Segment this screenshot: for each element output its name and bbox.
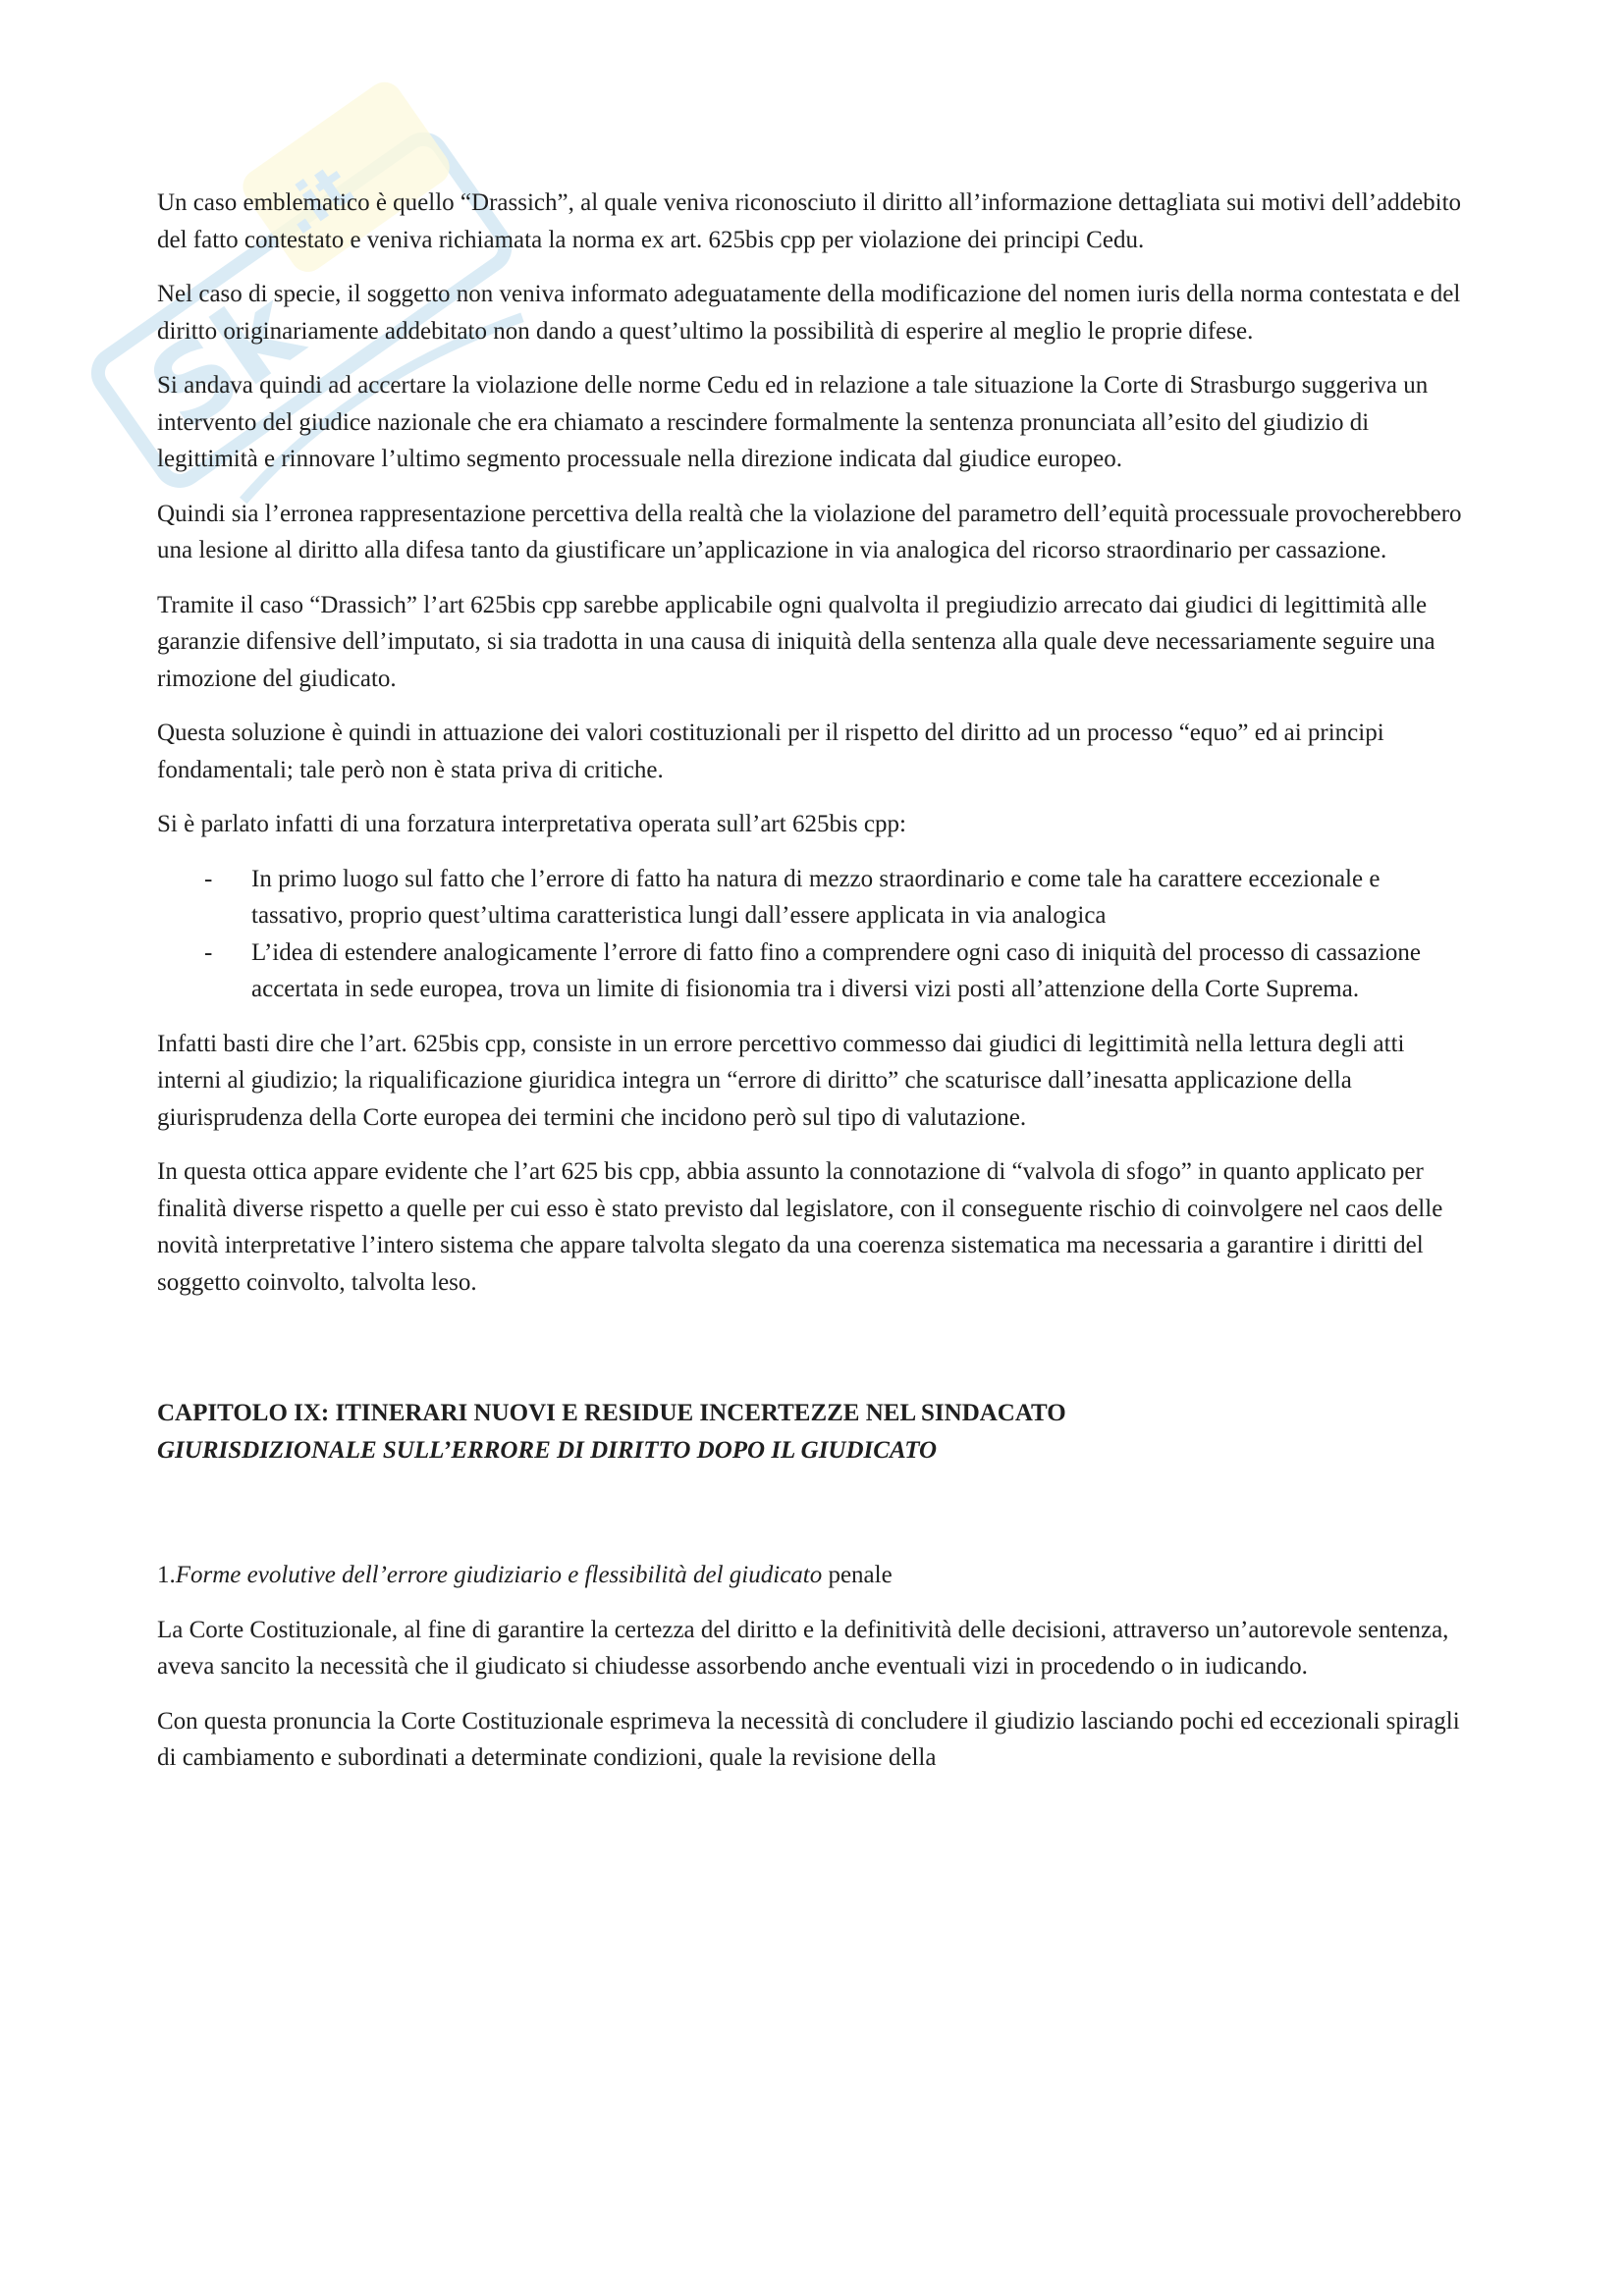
critique-list bbox=[157, 861, 1469, 1008]
paragraph: Si andava quindi ad accertare la violazione delle norme Cedu ed in relazione a tale situazione la Corte di Strasburgo suggeriva un intervento del giudice nazionale che era chiamato a rescindere formalmente la sentenza pronunciata all’esito del giudizio di legittimità e rinnovare l’ultimo segmento processuale nella direzione indicata dal giudice europeo. bbox=[157, 372, 1429, 472]
chapter-title-line1: CAPITOLO IX: ITINERARI NUOVI E RESIDUE INCERTEZZE NEL SINDACATO bbox=[157, 1400, 1066, 1426]
dash-bullet: - bbox=[204, 865, 213, 892]
dash-bullet: - bbox=[204, 938, 213, 966]
svg-text:.it: .it bbox=[267, 151, 365, 249]
paragraph: Questa soluzione è quindi in attuazione dei valori costituzionali per il rispetto del diritto ad un processo “equo” ed ai principi fondamentali; tale però non è stata priva di critiche. bbox=[157, 720, 1384, 783]
section-number: 1. bbox=[157, 1562, 176, 1588]
paragraph: Si è parlato infatti di una forzatura interpretativa operata sull’art 625bis cpp: bbox=[157, 811, 906, 837]
paragraph: La Corte Costituzionale, al fine di garantire la certezza del diritto e la definitività delle decisioni, attraverso un’autorevole sentenza, aveva sancito la necessità che il giudicato si chiudesse assorbendo anche eventuali vizi in procedendo o in iudicando. bbox=[157, 1616, 1449, 1680]
list-item-text: In primo luogo sul fatto che l’errore di fatto ha natura di mezzo straordinario e come tale ha carattere eccezionale e tassativo, proprio quest’ultima caratteristica lungi dall’essere applicata in via analogica bbox=[251, 865, 1380, 929]
list-item bbox=[157, 934, 1469, 1008]
chapter-heading bbox=[157, 1395, 1469, 1468]
svg-text:Sk: Sk bbox=[127, 266, 322, 455]
document-page bbox=[157, 185, 1469, 1794]
section-title-suffix: penale bbox=[822, 1562, 893, 1588]
paragraph: Infatti basti dire che l’art. 625bis cpp, consiste in un errore percettivo commesso dai giudici di legittimità nella lettura degli atti interni al giudizio; la riqualificazione giuridica integra un “errore di diritto” che scaturisce dall’inesatta applicazione della giurisprudenza della Corte europea dei termini che incidono però sul tipo di valutazione. bbox=[157, 1030, 1405, 1131]
chapter-title-line2: GIURISDIZIONALE SULL’ERRORE DI DIRITTO DOPO IL GIUDICATO bbox=[157, 1436, 938, 1464]
paragraph: Tramite il caso “Drassich” l’art 625bis cpp sarebbe applicabile ogni qualvolta il pregiudizio arrecato dai giudici di legittimità alle garanzie difensive dell’imputato, si sia tradotta in una causa di iniquità della sentenza alla quale deve necessariamente seguire una rimozione del giudicato. bbox=[157, 591, 1435, 692]
section-heading bbox=[157, 1557, 1469, 1594]
paragraph: Nel caso di specie, il soggetto non veniva informato adeguatamente della modificazione del nomen iuris della norma contestata e del diritto originariamente addebitato non dando a quest’ultimo la possibilità di esperire al meglio le proprie difese. bbox=[157, 281, 1461, 345]
paragraph: Un caso emblematico è quello “Drassich”, al quale veniva riconosciuto il diritto all’informazione dettagliata sui motivi dell’addebito del fatto contestato e veniva richiamata la norma ex art. 625bis cpp per violazione dei principi Cedu. bbox=[157, 189, 1462, 253]
paragraph: Quindi sia l’erronea rappresentazione percettiva della realtà che la violazione del parametro dell’equità processuale provocherebbero una lesione al diritto alla difesa tanto da giustificare un’applicazione in via analogica del ricorso straordinario per cassazione. bbox=[157, 500, 1462, 563]
paragraph: Con questa pronuncia la Corte Costituzionale esprimeva la necessità di concludere il giudizio lasciando pochi ed eccezionali spiragli di cambiamento e subordinati a determinate condizioni, quale la revisione della bbox=[157, 1707, 1460, 1771]
section-title: Forme evolutive dell’errore giudiziario e flessibilità del giudicato bbox=[175, 1562, 823, 1588]
list-item-text: L’idea di estendere analogicamente l’errore di fatto fino a comprendere ogni caso di iniquità del processo di cassazione accertata in sede europea, trova un limite di fisionomia tra i diversi vizi posti all’attenzione della Corte Suprema. bbox=[251, 938, 1421, 1002]
list-item bbox=[157, 861, 1469, 934]
paragraph: In questa ottica appare evidente che l’art 625 bis cpp, abbia assunto la connotazione di “valvola di sfogo” in quanto applicato per finalità diverse rispetto a quelle per cui esso è stato previsto dal legislatore, con il conseguente rischio di coinvolgere nel caos delle novità interpretative l’intero sistema che appare talvolta slegato da una coerenza sistematica ma necessaria a garantire i diritti del soggetto coinvolto, talvolta leso. bbox=[157, 1158, 1443, 1296]
